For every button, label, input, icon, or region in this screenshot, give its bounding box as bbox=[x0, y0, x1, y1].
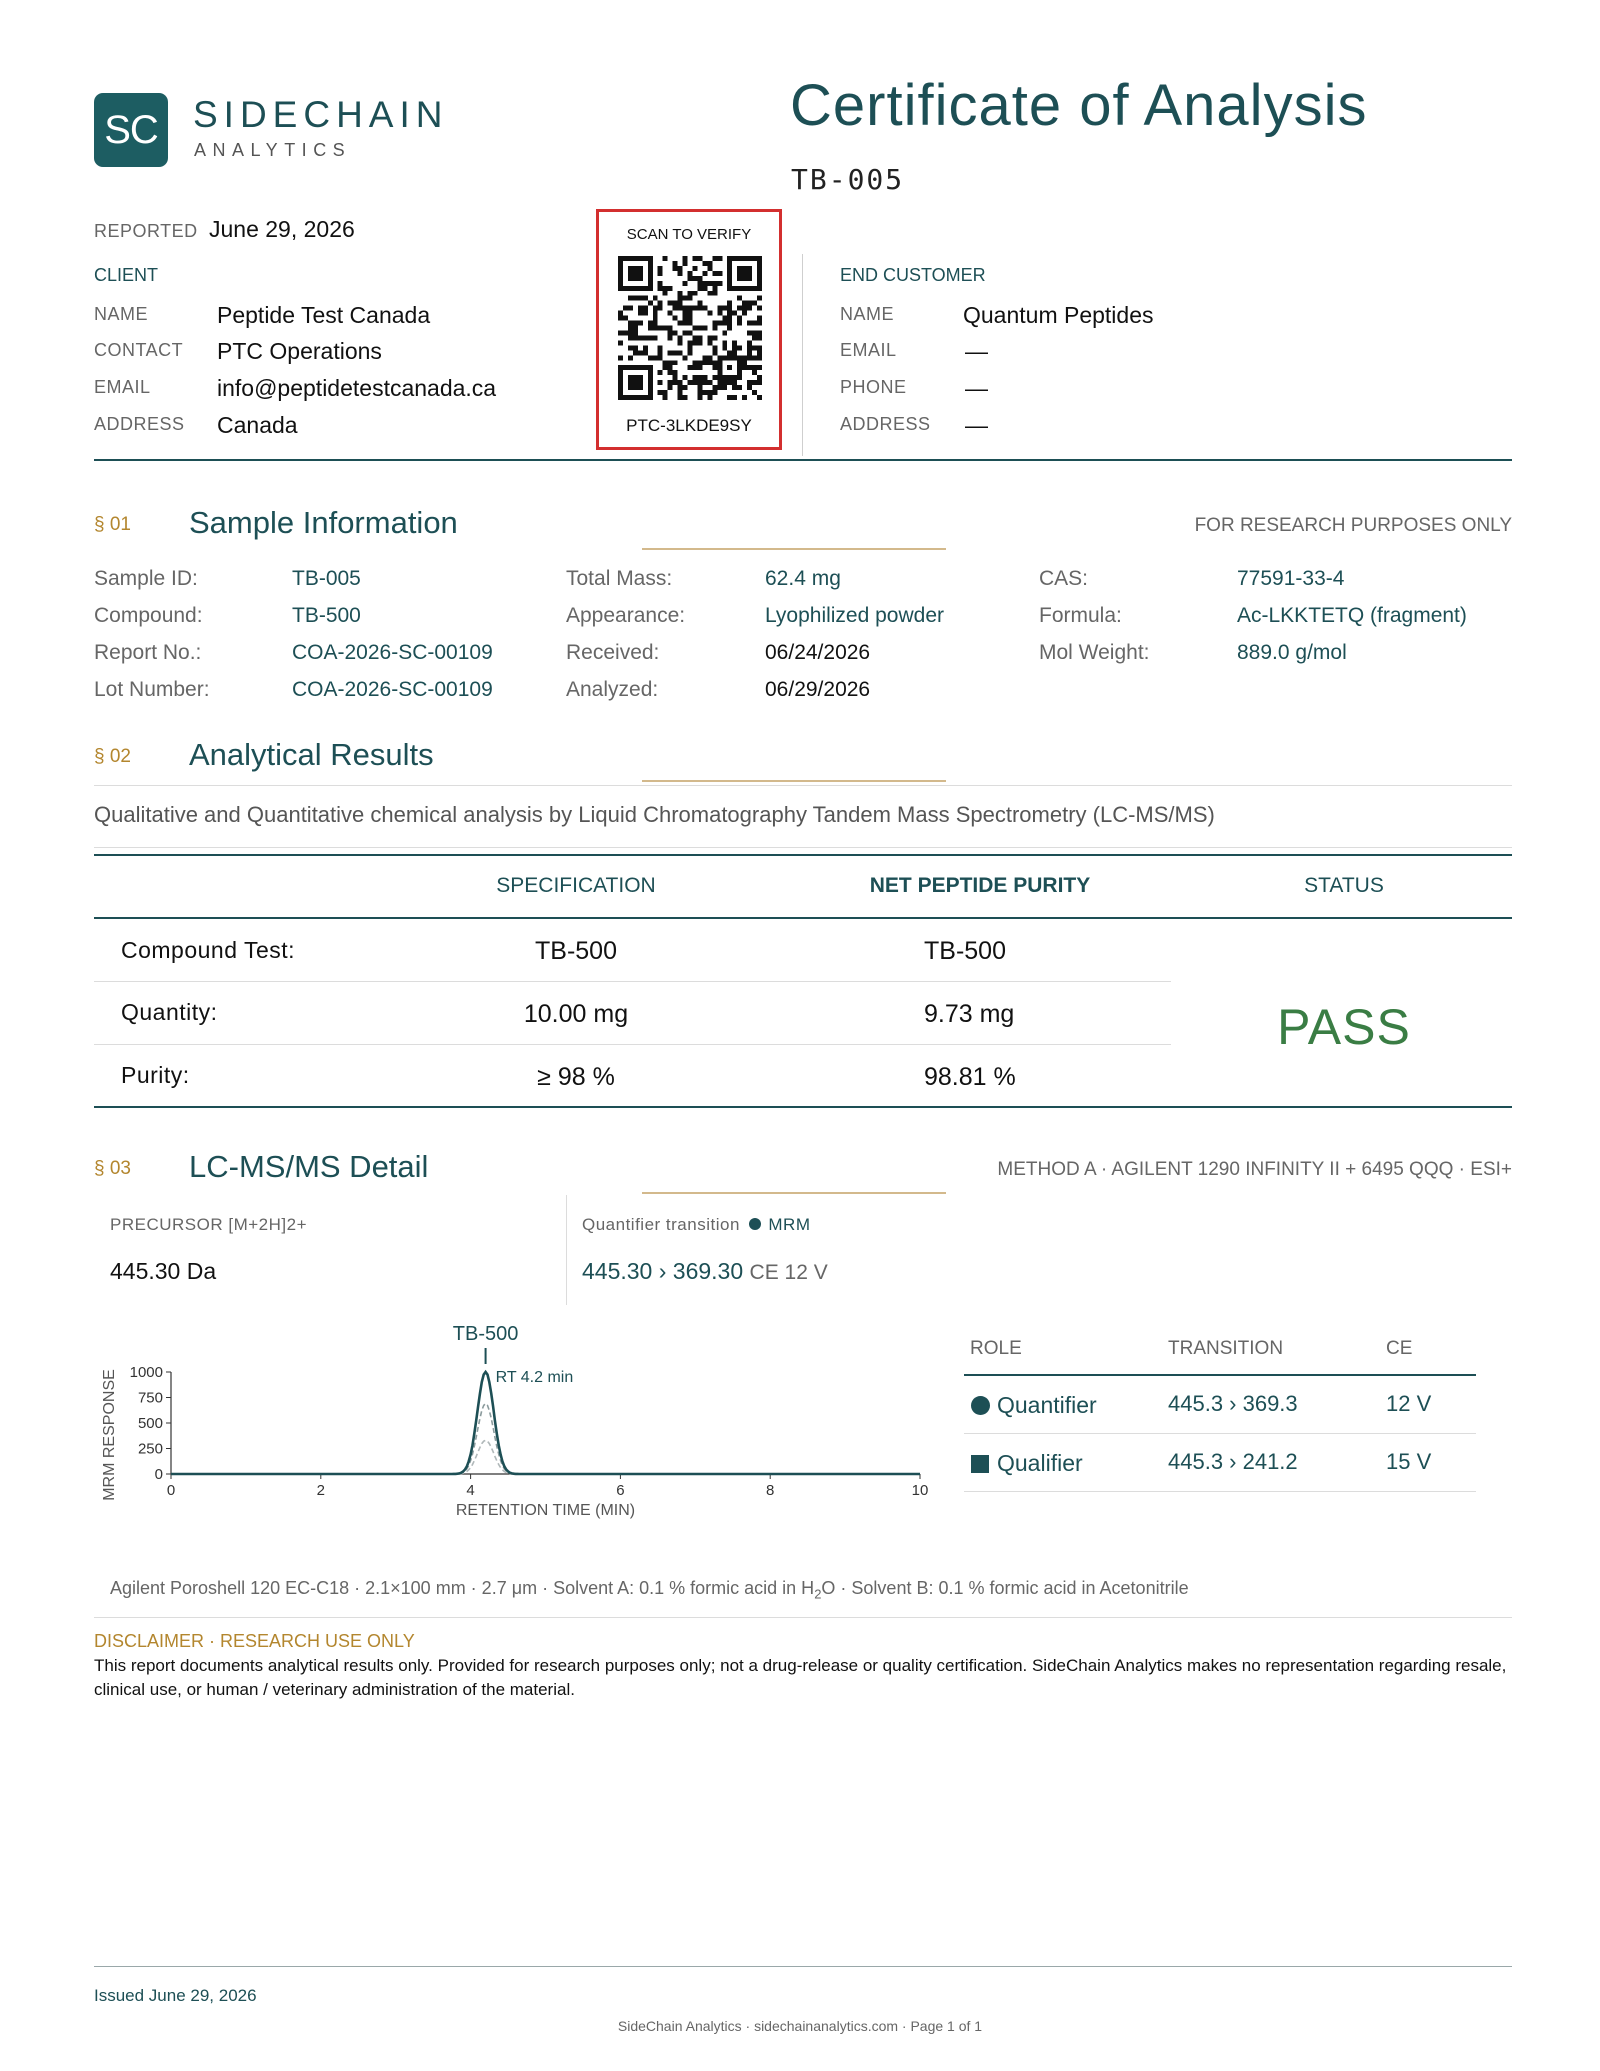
results-header-rule bbox=[94, 917, 1512, 919]
x-tick-label: 0 bbox=[166, 1482, 176, 1499]
analyzed-date: 06/29/2026 bbox=[765, 678, 871, 701]
end-customer-address-label: ADDRESS bbox=[840, 414, 931, 434]
compound: TB-500 bbox=[292, 604, 361, 627]
column-note-rule bbox=[94, 1617, 1512, 1618]
sample-id-label: Sample ID: bbox=[94, 567, 198, 590]
analyzed-label: Analyzed: bbox=[566, 678, 659, 701]
transition-row-qualifier-ce: 15 V bbox=[1386, 1449, 1432, 1474]
analysis-method: Qualitative and Quantitative chemical analysis by Liquid Chromatography Tandem Mass Spectrometry (LC-MS/MS) bbox=[94, 802, 1215, 827]
x-tick-label: 8 bbox=[766, 1482, 775, 1499]
x-tick-label: 4 bbox=[466, 1482, 475, 1499]
end-customer-email: — bbox=[965, 338, 988, 364]
precursor-value: 445.30 Da bbox=[110, 1258, 217, 1284]
transitions-bottom-rule bbox=[964, 1491, 1476, 1492]
received-label: Received: bbox=[566, 641, 660, 664]
received-date: 06/24/2026 bbox=[765, 641, 871, 664]
section-3-number: § 03 bbox=[94, 1158, 131, 1179]
client-address: Canada bbox=[217, 412, 298, 438]
footer-rule bbox=[94, 1966, 1512, 1967]
issued-date: Issued June 29, 2026 bbox=[94, 1986, 257, 2005]
x-tick-label: 10 bbox=[911, 1482, 929, 1499]
disclaimer-heading: DISCLAIMER · RESEARCH USE ONLY bbox=[94, 1631, 415, 1651]
cas-label: CAS: bbox=[1039, 567, 1089, 590]
sample-id: TB-005 bbox=[292, 567, 361, 590]
quantifier-label-row bbox=[582, 1215, 810, 1235]
series-line bbox=[171, 1440, 920, 1474]
mol-weight: 889.0 g/mol bbox=[1237, 641, 1347, 664]
lot-number: COA-2026-SC-00109 bbox=[292, 678, 493, 701]
series-line bbox=[171, 1404, 920, 1474]
method-top-rule bbox=[94, 785, 1512, 786]
qr-code-icon[interactable] bbox=[618, 256, 762, 400]
section-1-title: Sample Information bbox=[189, 505, 458, 540]
mrm-dot-icon bbox=[749, 1218, 761, 1230]
results-bottom-rule bbox=[94, 1106, 1512, 1108]
row-quantity-spec: 10.00 mg bbox=[523, 1000, 629, 1028]
end-customer-name: Quantum Peptides bbox=[963, 302, 1154, 328]
row-compound-label: Compound Test: bbox=[121, 937, 296, 963]
series-line bbox=[171, 1372, 920, 1474]
client-contact-label: CONTACT bbox=[94, 340, 184, 360]
sample-code: TB-005 bbox=[791, 163, 905, 196]
section-1-accent bbox=[642, 548, 946, 550]
transition-row-qualifier-transition: 445.3 › 241.2 bbox=[1168, 1449, 1298, 1474]
section-1-number: § 01 bbox=[94, 514, 131, 535]
end-customer-phone-label: PHONE bbox=[840, 377, 907, 397]
reported-label: REPORTED bbox=[94, 221, 198, 241]
method-bottom-rule bbox=[94, 847, 1512, 848]
client-heading: CLIENT bbox=[94, 265, 159, 285]
appearance: Lyophilized powder bbox=[765, 604, 945, 627]
client-address-label: ADDRESS bbox=[94, 414, 185, 434]
x-tick-label: 6 bbox=[616, 1482, 625, 1499]
transitions-header-role: ROLE bbox=[970, 1338, 1022, 1359]
section-2-number: § 02 bbox=[94, 746, 131, 767]
row-purity-spec: ≥ 98 % bbox=[537, 1063, 615, 1091]
compound-label: Compound: bbox=[94, 604, 203, 627]
x-tick-label: 2 bbox=[316, 1482, 325, 1499]
reported-date: June 29, 2026 bbox=[209, 216, 355, 242]
quantifier-value-row bbox=[582, 1258, 828, 1285]
verify-heading: SCAN TO VERIFY bbox=[626, 226, 752, 243]
header-divider bbox=[802, 254, 803, 456]
column-conditions-b: O · Solvent B: 0.1 % formic acid in Acetonitrile bbox=[821, 1578, 1189, 1598]
results-top-rule bbox=[94, 854, 1512, 856]
transitions-header-ce: CE bbox=[1386, 1338, 1413, 1359]
formula-label: Formula: bbox=[1039, 604, 1122, 627]
row-compound-result: TB-500 bbox=[924, 937, 1006, 965]
formula: Ac-LKKTETQ (fragment) bbox=[1237, 604, 1467, 627]
results-row-rule bbox=[94, 1044, 1171, 1045]
section-2-title: Analytical Results bbox=[189, 737, 434, 772]
row-purity-result: 98.81 % bbox=[924, 1063, 1016, 1091]
quantifier-value: 445.30 › 369.30 bbox=[582, 1258, 744, 1284]
verify-code: PTC-3LKDE9SY bbox=[626, 416, 752, 435]
chromatogram-chart bbox=[94, 1318, 954, 1548]
total-mass-label: Total Mass: bbox=[566, 567, 673, 590]
client-email: info@peptidetestcanada.ca bbox=[217, 375, 497, 401]
appearance-label: Appearance: bbox=[566, 604, 686, 627]
y-axis-label: MRM RESPONSE bbox=[101, 1369, 118, 1501]
logo-mark: SC bbox=[94, 93, 168, 167]
lot-number-label: Lot Number: bbox=[94, 678, 210, 701]
col-header-purity: NET PEPTIDE PURITY bbox=[869, 874, 1091, 897]
precursor-label: PRECURSOR [M+2H]2+ bbox=[110, 1215, 307, 1234]
status-badge: PASS bbox=[1277, 999, 1411, 1055]
document-title: Certificate of Analysis bbox=[790, 73, 1368, 138]
end-customer-heading: END CUSTOMER bbox=[840, 265, 986, 285]
section-3-accent bbox=[642, 1192, 946, 1194]
column-conditions-subscript: 2 bbox=[814, 1586, 822, 1602]
client-contact: PTC Operations bbox=[217, 338, 382, 364]
row-compound-spec: TB-500 bbox=[535, 937, 617, 965]
x-axis-label: RETENTION TIME (MIN) bbox=[455, 1502, 636, 1519]
row-quantity-label: Quantity: bbox=[121, 999, 218, 1025]
section-2-accent bbox=[642, 780, 946, 782]
report-no-label: Report No.: bbox=[94, 641, 202, 664]
col-header-status: STATUS bbox=[1304, 874, 1384, 897]
precursor-divider bbox=[566, 1195, 567, 1305]
retention-time-annotation: RT 4.2 min bbox=[495, 1369, 574, 1386]
qualifier-square-icon bbox=[971, 1455, 989, 1473]
transitions-header-transition: TRANSITION bbox=[1168, 1338, 1284, 1359]
quantifier-circle-icon bbox=[971, 1396, 990, 1415]
quantifier-ce: CE 12 V bbox=[749, 1261, 828, 1284]
transition-row-quantifier-transition: 445.3 › 369.3 bbox=[1168, 1391, 1298, 1416]
results-row-rule bbox=[94, 981, 1171, 982]
transition-row-quantifier-ce: 12 V bbox=[1386, 1391, 1432, 1416]
end-customer-email-label: EMAIL bbox=[840, 340, 897, 360]
y-tick-label: 0 bbox=[154, 1466, 163, 1483]
y-tick-label: 750 bbox=[137, 1389, 163, 1407]
row-purity-label: Purity: bbox=[121, 1062, 190, 1088]
research-only-note: FOR RESEARCH PURPOSES ONLY bbox=[1194, 515, 1512, 536]
mol-weight-label: Mol Weight: bbox=[1039, 641, 1150, 664]
end-customer-name-label: NAME bbox=[840, 304, 895, 324]
client-name-label: NAME bbox=[94, 304, 149, 324]
quantifier-mode: MRM bbox=[768, 1215, 811, 1234]
header-rule bbox=[94, 459, 1512, 461]
total-mass: 62.4 mg bbox=[765, 567, 841, 590]
transition-row-qualifier-role: Qualifier bbox=[997, 1450, 1083, 1476]
col-header-specification: SPECIFICATION bbox=[496, 874, 656, 897]
footer-line: SideChain Analytics · sidechainanalytics.com · Page 1 of 1 bbox=[617, 2018, 983, 2034]
end-customer-address: — bbox=[965, 412, 988, 438]
brand-name: SIDECHAIN bbox=[193, 94, 449, 135]
brand-subtitle: ANALYTICS bbox=[194, 140, 352, 160]
end-customer-phone: — bbox=[965, 375, 988, 401]
client-email-label: EMAIL bbox=[94, 377, 151, 397]
disclaimer-text: This report documents analytical results only. Provided for research purposes only; not a drug-release or quality certification. SideChain Analytics makes no representation regarding resale, clinical use, or human / veterinary administration of the material. bbox=[94, 1656, 1507, 1699]
row-quantity-result: 9.73 mg bbox=[924, 1000, 1015, 1028]
cas: 77591-33-4 bbox=[1237, 567, 1345, 590]
y-tick-label: 250 bbox=[137, 1440, 163, 1458]
instrument-method: METHOD A · AGILENT 1290 INFINITY II + 6495 QQQ · ESI+ bbox=[997, 1159, 1512, 1180]
transitions-header-rule bbox=[964, 1374, 1476, 1376]
section-3-title: LC-MS/MS Detail bbox=[189, 1149, 429, 1184]
transitions-row-rule bbox=[964, 1433, 1476, 1434]
column-conditions bbox=[110, 1578, 1189, 1602]
client-name: Peptide Test Canada bbox=[217, 302, 431, 328]
peak-label: TB-500 bbox=[452, 1323, 519, 1345]
quantifier-label: Quantifier transition bbox=[582, 1215, 740, 1234]
y-tick-label: 500 bbox=[137, 1415, 163, 1432]
y-tick-label: 1000 bbox=[129, 1364, 163, 1381]
report-no: COA-2026-SC-00109 bbox=[292, 641, 493, 664]
column-conditions-a: Agilent Poroshell 120 EC-C18 · 2.1×100 mm · 2.7 μm · Solvent A: 0.1 % formic acid in H bbox=[110, 1578, 815, 1598]
transition-row-quantifier-role: Quantifier bbox=[997, 1392, 1097, 1418]
